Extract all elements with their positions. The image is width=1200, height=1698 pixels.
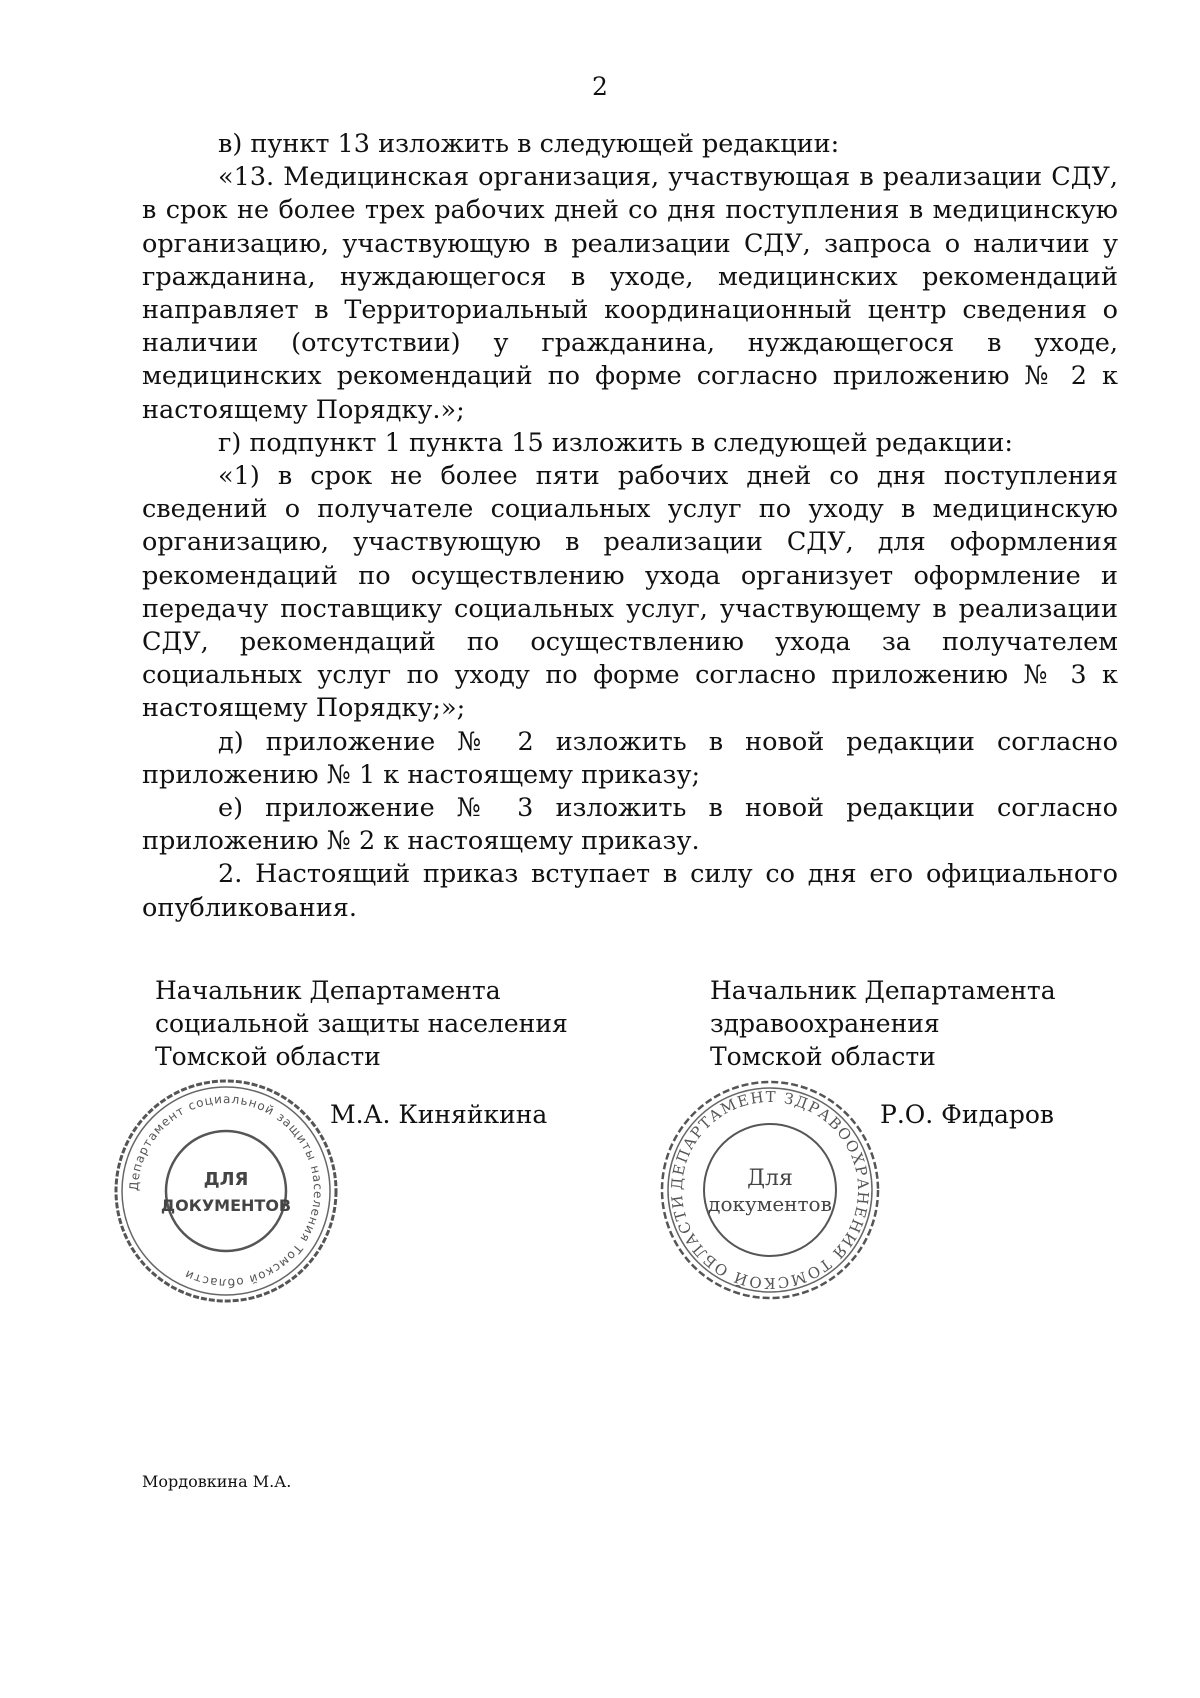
svg-text:ДЕПАРТАМЕНТ ЗДРАВООХРАНЕНИЯ ТО: ДЕПАРТАМЕНТ ЗДРАВООХРАНЕНИЯ ТОМСКОЙ ОБЛАСТИ <box>667 1087 873 1293</box>
paragraph-d: д) приложение № 2 изложить в новой редакции согласно приложению № 1 к настоящему приказу; <box>142 726 1118 790</box>
executor-name: Мордовкина М.А. <box>142 1472 292 1491</box>
page-number: 2 <box>592 72 608 101</box>
paragraph-point-13: «13. Медицинская организация, участвующая в реализации СДУ, в срок не более трех рабочих дней со дня поступления в медицинскую организацию, участвующую в реализации СДУ, запроса о наличии у гражданина, нуждающегося в уходе, медицинских рекомендаций направляет в Территориальный координационный центр сведения о наличии (отсутствии) у гражданина, нуждающегося в уходе, медицинских рекомендаций по форме согласно приложению № 2 к настоящему Порядку.»; <box>142 162 1118 425</box>
signer-name-left: М.А. Киняйкина <box>330 1100 548 1129</box>
signer-name-right: Р.О. Фидаров <box>880 1100 1054 1129</box>
svg-text:документов: документов <box>708 1192 832 1216</box>
svg-text:ДЛЯ: ДЛЯ <box>203 1169 249 1190</box>
paragraph-g: г) подпункт 1 пункта 15 изложить в следующей редакции: <box>218 427 1013 458</box>
signature-title-line: Томской области <box>710 1042 936 1071</box>
signature-title-line: Начальник Департамента <box>710 976 1056 1005</box>
document-body <box>142 128 1118 925</box>
signature-title-line: Начальник Департамента <box>155 976 501 1005</box>
signature-title-line: социальной защиты населения <box>155 1009 568 1038</box>
svg-text:Для: Для <box>747 1166 793 1191</box>
seal-stamp-right <box>655 1075 885 1305</box>
svg-text:Департамент социальной защиты: Департамент социальной защиты населения Томской области <box>126 1091 326 1291</box>
svg-text:ДОКУМЕНТОВ: ДОКУМЕНТОВ <box>160 1196 292 1215</box>
signature-title-line: здравоохранения <box>710 1009 940 1038</box>
paragraph-v: в) пункт 13 изложить в следующей редакции: <box>218 129 840 159</box>
paragraph-e: е) приложение № 3 изложить в новой редакции согласно приложению № 2 к настоящему приказу. <box>142 793 1118 857</box>
seal-stamp-left <box>110 1075 342 1307</box>
paragraph-subpoint-1: «1) в срок не более пяти рабочих дней со дня поступления сведений о получателе социальных услуг по уходу в медицинскую организацию, участвующую в реализации СДУ, для оформления рекомендаций по осуществлению ухода организует оформление и передачу поставщику социальных услуг, участвующему в реализации СДУ, рекомендаций по осуществлению ухода за получателем социальных услуг по уходу по форме согласно приложению № 3 к настоящему Порядку;»; <box>142 461 1118 724</box>
paragraph-2: 2. Настоящий приказ вступает в силу со дня его официального опубликования. <box>142 859 1118 923</box>
signature-title-left <box>155 974 568 1073</box>
signature-title-line: Томской области <box>155 1042 381 1071</box>
signature-title-right <box>710 974 1056 1073</box>
